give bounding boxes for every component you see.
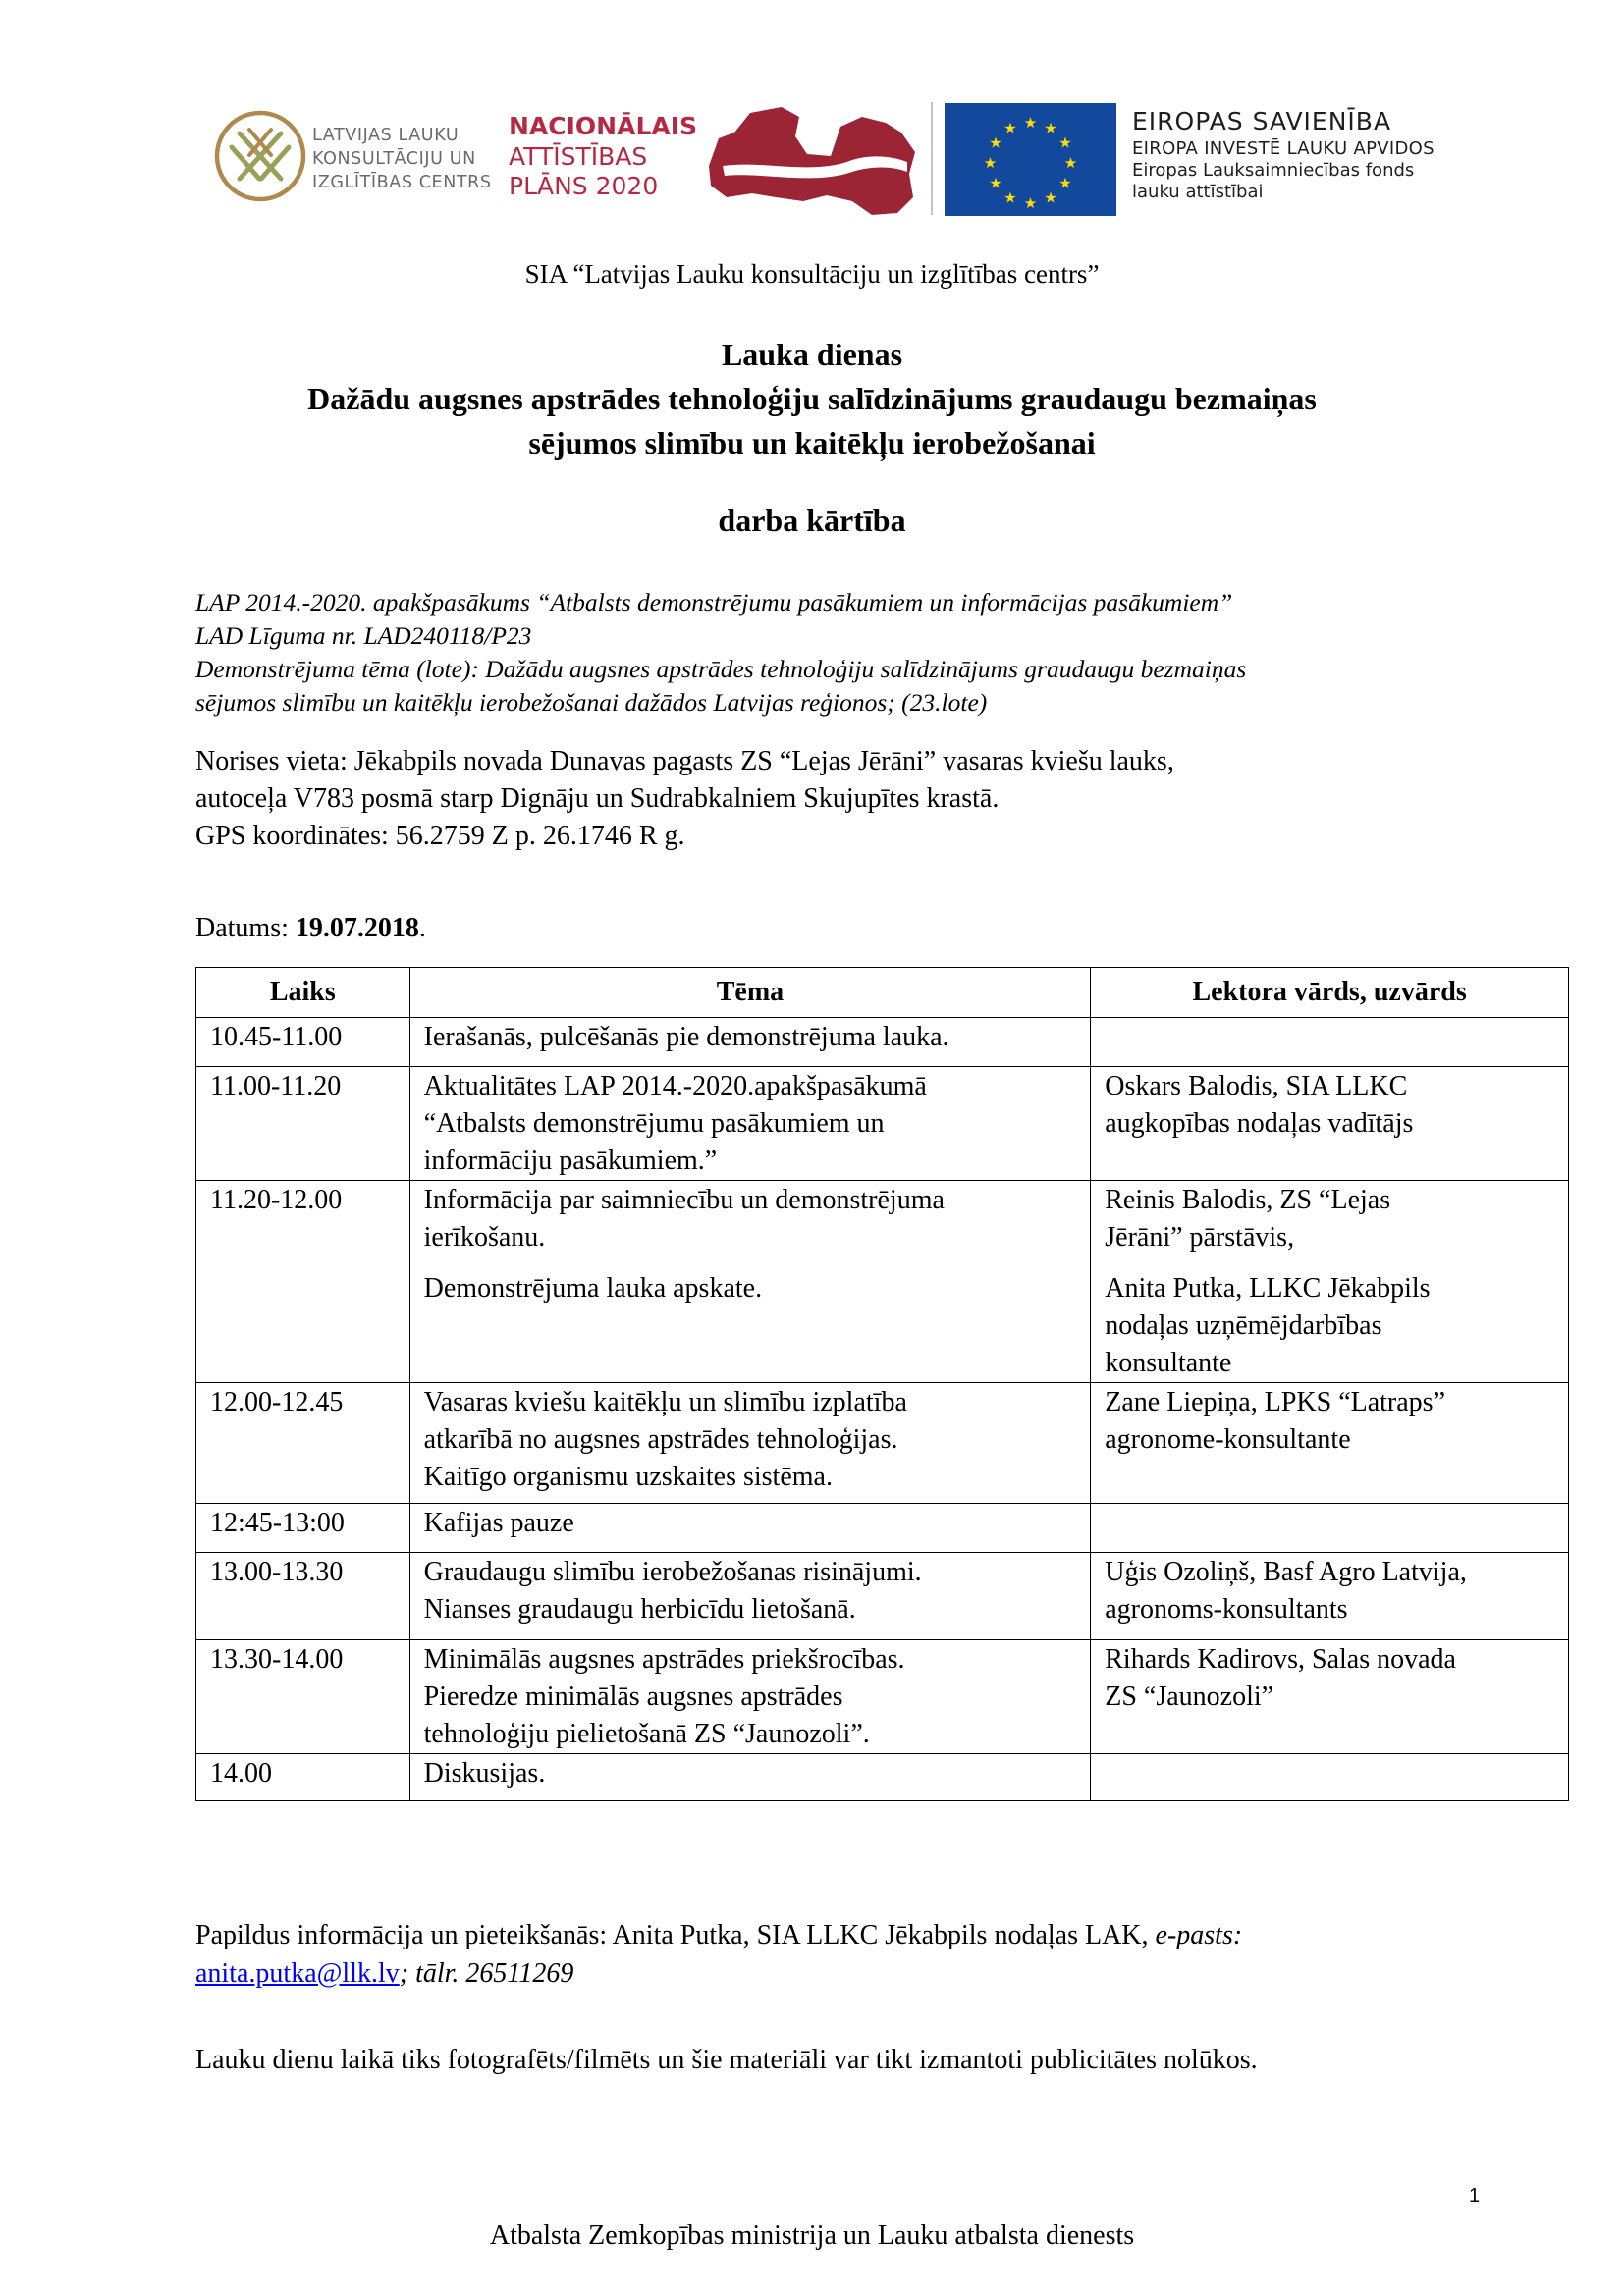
- topic-cell: [409, 1383, 1091, 1504]
- lecturer-cell: [1091, 1504, 1569, 1553]
- table-row: [196, 1640, 1569, 1754]
- lecturer-cell: [1091, 1067, 1569, 1181]
- column-header-lecturer: Lektora vārds, uzvārds: [1091, 968, 1569, 1018]
- lecturer-line: Rihards Kadirovs, Salas novada: [1105, 1644, 1456, 1675]
- topic-line: Demonstrējuma lauka apskate.: [423, 1273, 763, 1304]
- topic-line: tehnoloģiju pielietošanā ZS “Jaunozoli”.: [423, 1719, 870, 1749]
- topic-line: Pieredze minimālās augsnes apstrādes: [423, 1682, 843, 1712]
- email-label: e-pasts:: [1155, 1920, 1243, 1950]
- llkc-logo: [214, 104, 499, 212]
- schedule-body: [196, 1018, 1569, 1801]
- topic-line: Diskusijas.: [423, 1758, 546, 1789]
- date-value: 19.07.2018: [295, 913, 419, 943]
- lecturer-paragraph: [1105, 1554, 1554, 1629]
- topic-line: Graudaugu slimību ierobežošanas risinājumi.: [423, 1557, 922, 1587]
- eu-flag-icon: [945, 103, 1116, 216]
- topic-line: Ierašanās, pulcēšanās pie demonstrējuma lauka.: [423, 1022, 949, 1052]
- svg-text:★: ★: [1044, 188, 1057, 207]
- column-header-topic: Tēma: [409, 968, 1091, 1018]
- topic-line: Vasaras kviešu kaitēkļu un slimību izplatība: [423, 1387, 907, 1417]
- lecturer-cell: [1091, 1754, 1569, 1801]
- nap-logo-line: ATTĪSTĪBAS: [509, 141, 648, 171]
- topic-line: Kafijas pauze: [423, 1508, 574, 1538]
- agenda-heading: darba kārtība: [718, 503, 906, 538]
- topic-paragraph: [424, 1755, 1077, 1792]
- time-cell: 10.45-11.00: [196, 1018, 410, 1067]
- llkc-logo-text: [312, 124, 492, 194]
- lecturer-line: Oskars Balodis, SIA LLKC: [1105, 1071, 1408, 1101]
- lecturer-line: Anita Putka, LLKC Jēkabpils: [1105, 1273, 1431, 1304]
- llkc-emblem-icon: [214, 110, 306, 202]
- llkc-logo-line: IZGLĪTĪBAS CENTRS: [312, 173, 492, 192]
- topic-cell: [409, 1754, 1091, 1801]
- llkc-logo-line: KONSULTĀCIJU UN: [312, 149, 476, 169]
- time-cell: 11.20-12.00: [196, 1181, 410, 1383]
- topic-paragraph: [424, 1641, 1077, 1753]
- svg-text:★: ★: [983, 154, 998, 172]
- organization-name: SIA “Latvijas Lauku konsultāciju un izglītības centrs”: [524, 259, 1100, 289]
- venue-info: [195, 743, 1570, 855]
- table-row: [196, 1181, 1569, 1383]
- time-cell: 12:45-13:00: [196, 1504, 410, 1553]
- table-row: [196, 1504, 1569, 1553]
- contact-info: [195, 1916, 1590, 1993]
- svg-text:★: ★: [989, 174, 1002, 192]
- topic-line: Aktualitātes LAP 2014.-2020.apakšpasākumā: [423, 1071, 927, 1101]
- column-header-time: Laiks: [196, 968, 410, 1018]
- topic-paragraph: [424, 1068, 1077, 1180]
- topic-paragraph: [424, 1384, 1077, 1496]
- contact-line: [195, 1916, 1590, 1954]
- support-line: Atbalsta Zemkopības ministrija un Lauku atbalsta dienests: [489, 2220, 1135, 2251]
- schedule-table: [195, 967, 1569, 1801]
- topic-paragraph: [424, 1505, 1077, 1542]
- svg-text:★: ★: [989, 133, 1002, 152]
- topic-line: Informācija par saimniecību un demonstrējuma: [423, 1185, 945, 1215]
- time-cell: 12.00-12.45: [196, 1383, 410, 1504]
- eu-title: EIROPAS SAVIENĪBA: [1132, 107, 1392, 135]
- logo-separator: [931, 102, 933, 215]
- topic-line: ierīkošanu.: [423, 1222, 546, 1253]
- time-cell: 14.00: [196, 1754, 410, 1801]
- topic-cell: [409, 1553, 1091, 1640]
- eu-logo-text: [1132, 106, 1435, 203]
- date-label: Datums:: [195, 913, 296, 943]
- phone-text: ; tālr. 26511269: [399, 1958, 574, 1989]
- svg-text:★: ★: [1044, 119, 1057, 137]
- lecturer-cell: [1091, 1383, 1569, 1504]
- time-cell: 11.00-11.20: [196, 1067, 410, 1181]
- topic-line: informāciju pasākumiem.”: [423, 1146, 718, 1176]
- topic-line: “Atbalsts demonstrējumu pasākumiem un: [423, 1108, 885, 1139]
- nap-logo-line: PLĀNS 2020: [509, 172, 659, 200]
- topic-cell: [409, 1504, 1091, 1553]
- latvia-map-icon: [705, 103, 919, 219]
- topic-cell: [409, 1067, 1091, 1181]
- program-line: LAP 2014.-2020. apakšpasākums “Atbalsts demonstrējumu pasākumiem un informācijas pasākumiem”: [195, 588, 1233, 616]
- topic-cell: [409, 1181, 1091, 1383]
- eu-fund-line: Eiropas Lauksaimniecības fonds: [1132, 160, 1415, 181]
- program-info: [195, 586, 1570, 720]
- lecturer-line: konsultante: [1105, 1348, 1232, 1378]
- page-number: 1: [1469, 2185, 1481, 2207]
- table-header-row: [196, 968, 1569, 1018]
- topic-paragraph: [424, 1554, 1077, 1629]
- topic-line: Minimālās augsnes apstrādes priekšrocības.: [423, 1644, 905, 1675]
- header-logos: [206, 98, 1483, 221]
- program-line: Demonstrējuma tēma (lote): Dažādu augsnes apstrādes tehnoloģiju salīdzinājums graudaugu bezmaiņas: [195, 655, 1247, 683]
- lecturer-cell: [1091, 1181, 1569, 1383]
- svg-text:★: ★: [1063, 154, 1078, 172]
- table-row: [196, 1754, 1569, 1801]
- venue-line: GPS koordinātes: 56.2759 Z p. 26.1746 R g.: [195, 821, 685, 851]
- lecturer-line: Jērāni” pārstāvis,: [1105, 1222, 1295, 1253]
- topic-cell: [409, 1018, 1091, 1067]
- svg-text:★: ★: [1058, 133, 1072, 152]
- time-cell: 13.30-14.00: [196, 1640, 410, 1754]
- nap-logo: [509, 112, 697, 202]
- topic-paragraph: [424, 1182, 1077, 1256]
- title-line: sējumos slimību un kaitēkļu ierobežošanai: [528, 425, 1096, 460]
- svg-text:★: ★: [1023, 114, 1038, 132]
- topic-paragraph: [424, 1019, 1077, 1056]
- title-line: Dažādu augsnes apstrādes tehnoloģiju salīdzinājums graudaugu bezmaiņas: [307, 381, 1317, 416]
- lecturer-paragraph: [1105, 1068, 1554, 1143]
- lecturer-paragraph: [1105, 1384, 1554, 1459]
- lecturer-line: nodaļas uzņēmējdarbības: [1105, 1310, 1382, 1341]
- svg-text:★: ★: [1058, 174, 1072, 192]
- nap-logo-line: NACIONĀLAIS: [509, 112, 698, 140]
- topic-paragraph: [424, 1270, 1077, 1308]
- lecturer-paragraph: [1105, 1182, 1554, 1256]
- lecturer-line: Reinis Balodis, ZS “Lejas: [1105, 1185, 1391, 1215]
- program-line: LAD Līguma nr. LAD240118/P23: [195, 621, 532, 650]
- topic-cell: [409, 1640, 1091, 1754]
- table-row: [196, 1553, 1569, 1640]
- contact-text: Papildus informācija un pieteikšanās: Anita Putka, SIA LLKC Jēkabpils nodaļas LAK,: [195, 1920, 1156, 1950]
- lecturer-line: Uģis Ozoliņš, Basf Agro Latvija,: [1105, 1557, 1467, 1587]
- email-link[interactable]: anita.putka@llk.lv: [195, 1958, 400, 1989]
- lecturer-cell: [1091, 1640, 1569, 1754]
- lecturer-line: ZS “Jaunozoli”: [1105, 1682, 1274, 1712]
- lecturer-line: augkopības nodaļas vadītājs: [1105, 1108, 1414, 1139]
- event-date: [195, 913, 426, 944]
- lecturer-line: Zane Liepiņa, LPKS “Latraps”: [1105, 1387, 1446, 1417]
- topic-line: Kaitīgo organismu uzskaites sistēma.: [423, 1462, 833, 1492]
- svg-text:★: ★: [1003, 119, 1017, 137]
- publicity-notice: Lauku dienu laikā tiks fotografēts/filmēts un šie materiāli var tikt izmantoti publicitātes nolūkos.: [195, 2045, 1258, 2075]
- svg-text:★: ★: [1003, 188, 1017, 207]
- lecturer-line: agronome-konsultante: [1105, 1424, 1351, 1455]
- contact-line: [195, 1954, 1590, 1993]
- program-line: sējumos slimību un kaitēkļu ierobežošanai dažādos Latvijas reģionos; (23.lote): [195, 688, 988, 717]
- title-line: Lauka dienas: [721, 337, 903, 372]
- table-row: [196, 1383, 1569, 1504]
- lecturer-cell: [1091, 1553, 1569, 1640]
- table-row: [196, 1018, 1569, 1067]
- lecturer-line: agronoms-konsultants: [1105, 1594, 1348, 1625]
- venue-line: autoceļa V783 posmā starp Dignāju un Sudrabkalniem Skujupītes krastā.: [195, 783, 1000, 814]
- table-row: [196, 1067, 1569, 1181]
- date-suffix: .: [418, 913, 426, 943]
- document-title: [0, 333, 1624, 465]
- lecturer-paragraph: [1105, 1641, 1554, 1716]
- venue-line: Norises vieta: Jēkabpils novada Dunavas pagasts ZS “Lejas Jērāni” vasaras kviešu lauks,: [195, 746, 1174, 776]
- lecturer-cell: [1091, 1018, 1569, 1067]
- topic-line: atkarībā no augsnes apstrādes tehnoloģijas.: [423, 1424, 898, 1455]
- time-cell: 13.00-13.30: [196, 1553, 410, 1640]
- eu-fund-line: lauku attīstībai: [1132, 182, 1264, 202]
- topic-line: Nianses graudaugu herbicīdu lietošanā.: [423, 1594, 856, 1625]
- llkc-logo-line: LATVIJAS LAUKU: [312, 126, 460, 145]
- svg-text:★: ★: [1023, 194, 1038, 212]
- lecturer-paragraph: [1105, 1270, 1554, 1382]
- eu-subtitle: EIROPA INVESTĒ LAUKU APVIDOS: [1132, 138, 1435, 159]
